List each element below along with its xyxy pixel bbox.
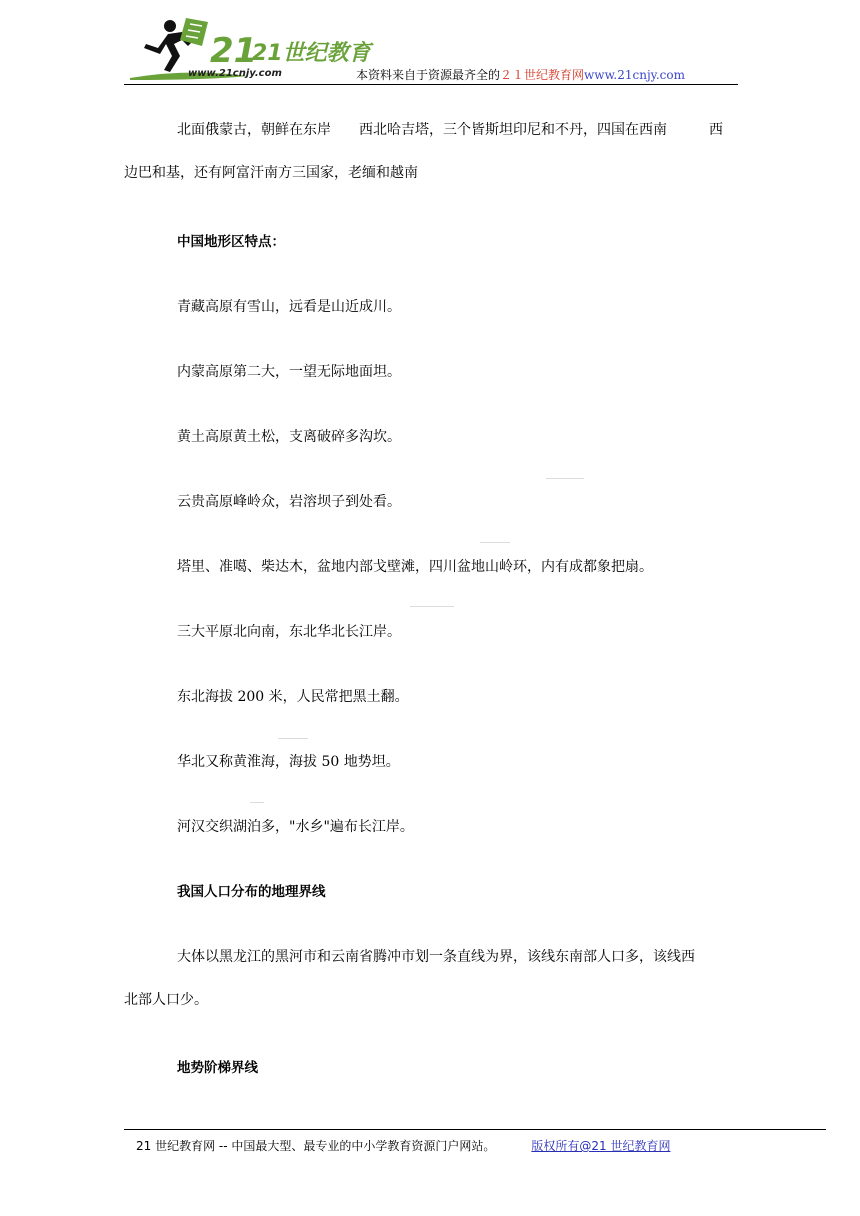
- neighbors-part-c: 西: [709, 122, 723, 138]
- logo-graphic: [128, 14, 371, 84]
- footer-text: 21 世纪教育网 -- 中国最大型、最专业的中小学教育资源门户网站。: [136, 1139, 496, 1153]
- neighbors-part-b: 西北哈吉塔，三个皆斯坦印尼和不丹，四国在西南: [359, 122, 667, 138]
- header-divider: [124, 84, 738, 85]
- terrain-line: 华北又称黄淮海，海拔 50 地势坦。: [177, 754, 400, 770]
- scan-artifact: [546, 478, 584, 479]
- logo-url: www.21cnjy.com: [188, 68, 282, 79]
- terrain-line: 东北海拔 200 米，人民常把黑土翻。: [177, 689, 409, 705]
- copyright-link[interactable]: 版权所有@21 世纪教育网: [531, 1139, 671, 1153]
- scan-artifact: [278, 738, 308, 739]
- terrain-line: 黄土高原黄土松，支离破碎多沟坎。: [177, 429, 401, 445]
- terrain-line: 云贵高原峰岭众，岩溶坝子到处看。: [177, 494, 401, 510]
- header-source-note: [356, 66, 685, 83]
- header-note-url[interactable]: www.21cnjy.com: [584, 68, 685, 82]
- svg-text:21: 21: [210, 31, 258, 71]
- site-logo[interactable]: [128, 14, 371, 84]
- terrain-line: 塔里、准噶、柴达木，盆地内部戈壁滩，四川盆地山岭环，内有成都象把扇。: [177, 559, 653, 575]
- scan-artifact: [410, 606, 454, 607]
- terrain-line: 内蒙高原第二大，一望无际地面坦。: [177, 364, 401, 380]
- scan-artifact: [480, 542, 510, 543]
- footer-divider: [124, 1129, 826, 1130]
- population-line-2: 北部人口少。: [124, 992, 208, 1008]
- neighbors-part-a: 北面俄蒙古，朝鲜在东岸: [177, 122, 331, 138]
- population-line-1: 大体以黑龙江的黑河市和云南省腾冲市划一条直线为界，该线东南部人口多，该线西: [177, 949, 695, 965]
- heading-steps: 地势阶梯界线: [177, 1060, 258, 1076]
- heading-population: 我国人口分布的地理界线: [177, 884, 326, 900]
- header-note-prefix: 本资料来自于资源最齐全的: [356, 68, 501, 82]
- scan-artifact: [250, 802, 264, 803]
- logo-text: 21世纪教育: [252, 41, 371, 66]
- neighbors-line-2: 边巴和基，还有阿富汗南方三国家，老缅和越南: [124, 165, 418, 181]
- heading-terrain: 中国地形区特点：: [177, 234, 285, 250]
- page-footer: [136, 1137, 670, 1154]
- neighbors-line-1: [177, 120, 723, 140]
- header-note-brand: ２１世纪教育网: [500, 68, 585, 82]
- terrain-line: 三大平原北向南，东北华北长江岸。: [177, 624, 401, 640]
- terrain-line: 河汉交织湖泊多，"水乡"遍布长江岸。: [177, 819, 414, 835]
- terrain-line: 青藏高原有雪山，远看是山近成川。: [177, 299, 401, 315]
- page-header: [0, 0, 860, 90]
